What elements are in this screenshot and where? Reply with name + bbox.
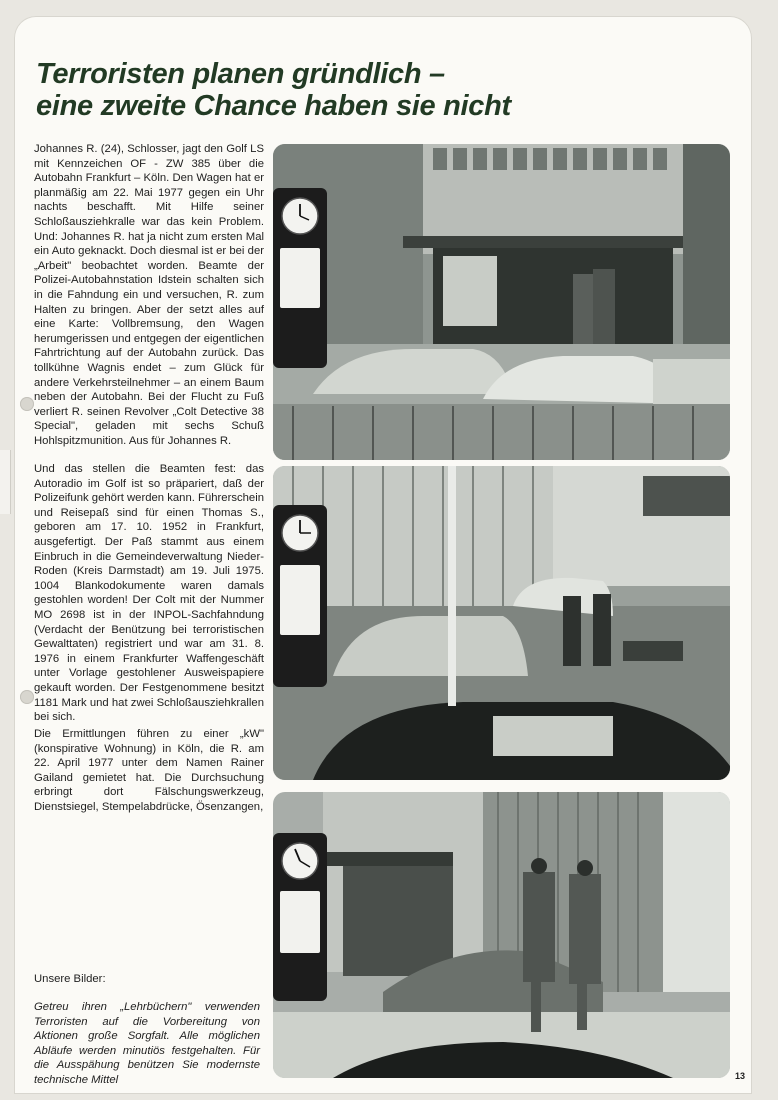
caption-title: Unsere Bilder: <box>34 973 106 985</box>
paragraph-1: Johannes R. (24), Schlosser, jagt den Golf LS mit Kennzeichen OF - ZW 385 über die Autobahn Frankfurt – Köln. Den Wagen hat er planmäßig am 22. Mai 1977 gegen ein Uhr nachts beschafft. Mit Hilfe seiner Schloßausziehkralle war das kein Problem. Und: Johannes R. hat ja nicht zum ersten Mal ein Auto geknackt. Doch diesmal ist er bei der „Arbeit" beobachtet worden. Beamte der Polizei-Autobahnstation Idstein schalten sich in die Fahndung ein und versuchen, R. zum Halten zu bringen. Aber der setzt alles auf eine Karte: Vollbremsung, den Wagen herumgerissen und entgegen der eigentlichen Fahrtrichtung auf der Autobahn zurück. Das tollkühne Wagnis endet – zum Glück für andere Verkehrsteilnehmer – an einem Baum neben der Autobahn. Bei der Flucht zu Fuß verliert R. seinen Revolver „Colt Detective 38 Special", geladen mit sechs Schuß Hohlspitzmunition. Aus für Johannes R. <box>34 143 264 447</box>
headline-line-2: eine zweite Chance haben sie nicht <box>36 90 511 122</box>
page-number: 13 <box>735 1071 746 1081</box>
clock-overlay-1 <box>273 188 327 368</box>
headline <box>36 58 676 122</box>
clock-icon <box>280 196 320 236</box>
paragraph-3: Die Ermittlungen führen zu einer „kW" (konspirative Wohnung) in Köln, die R. am 22. April 1977 unter dem Namen Rainer Gailand gemietet hat. Die Durchsuchung erbringt dort Fälschungswerkzeug, Dienstsiegel, Stempelabdrücke, Ösenzangen, <box>34 728 264 813</box>
clock-icon <box>280 841 320 881</box>
page-edge-tab <box>0 450 11 514</box>
article-column-part-3 <box>34 727 264 827</box>
photo-officers-walking <box>273 792 730 1078</box>
clock-overlay-3 <box>273 833 327 1001</box>
photo-street-with-cars <box>273 466 730 780</box>
clock-overlay-2 <box>273 505 327 687</box>
data-slot <box>280 248 320 308</box>
article-column-part-1 <box>34 142 264 460</box>
article-column-part-2 <box>34 462 264 737</box>
headline-line-1: Terroristen planen gründlich – <box>36 58 445 90</box>
data-slot <box>280 891 320 953</box>
photo-police-station <box>273 144 730 460</box>
data-slot <box>280 565 320 635</box>
paragraph-2: Und das stellen die Beamten fest: das Autoradio im Golf ist so präpariert, daß der Polizeifunk gehört werden kann. Führerschein und Reisepaß sind für einen Thomas S., geboren am 17. 10. 1952 in Frankfurt, ausgefertigt. Der Paß stammt aus einem Einbruch in die Gemeindeverwaltung Nieder-Roden (Kreis Darmstadt) am 19. Juli 1975. 1004 Blankodokumente waren damals gestohlen worden! Der Colt mit der Nummer MO 2698 ist in der INPOL-Sachfahndung (Verdacht der Benützung bei terroristischen Gewalttaten) registriert und war am 31. 8. 1976 in einem Frankfurter Waffengeschäft unter Vorlage gestohlener Ausweispapiere gekauft worden. Der Festgenommene besitzt 1181 Mark und hat zwei Schloßausziehkrallen bei sich. <box>34 463 264 724</box>
clock-icon <box>280 513 320 553</box>
photo-caption: Getreu ihren „Lehrbüchern" verwenden Terroristen auf die Vorbereitung von Aktionen große Sorgfalt. Alle möglichen Abläufe werden minutiös festgehalten. Für die Ausspähung benützen Sie modernste technische Mittel <box>34 1001 260 1086</box>
punch-hole-icon <box>20 690 34 704</box>
punch-hole-icon <box>20 397 34 411</box>
